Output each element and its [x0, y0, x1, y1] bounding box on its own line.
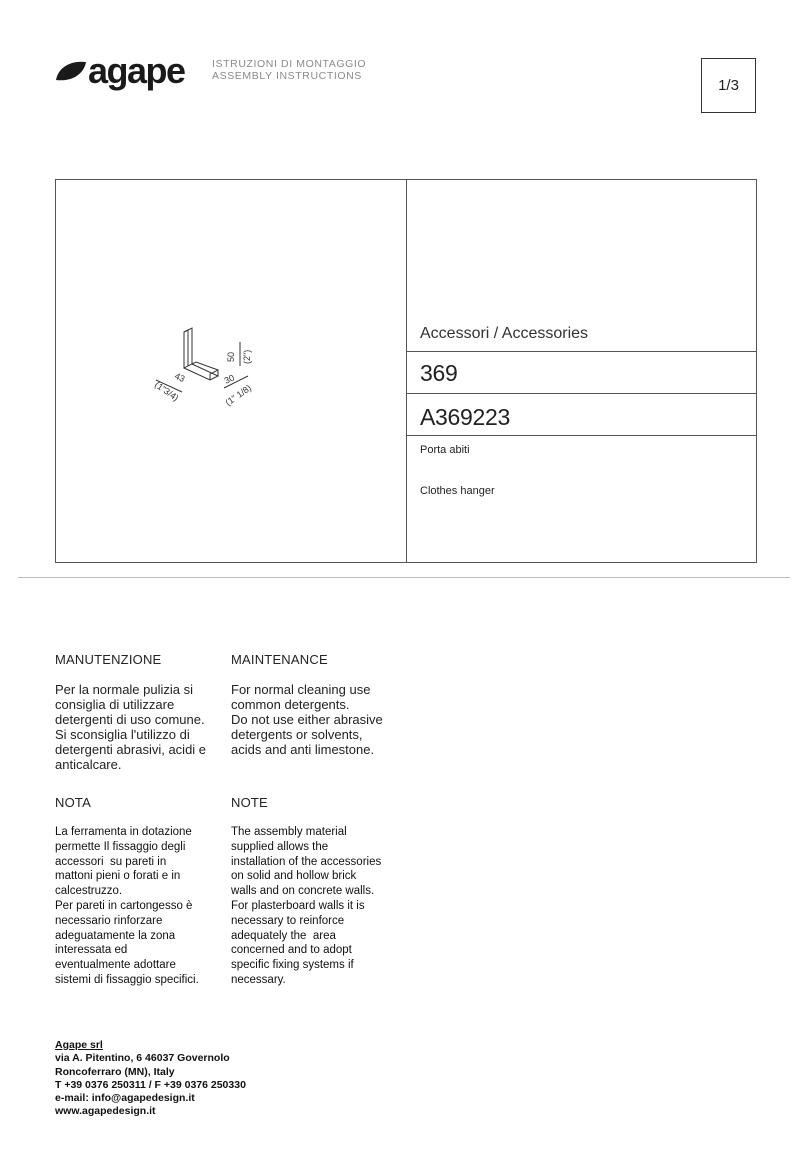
dim-depth: 30	[222, 372, 236, 386]
text-line: sistemi di fissaggio specifici.	[55, 973, 199, 986]
page-number: 1/3	[701, 58, 756, 113]
divider	[406, 351, 757, 352]
note-title-en: NOTE	[231, 795, 268, 810]
text-line: Do not use either abrasive	[231, 712, 383, 727]
text-line: eventualmente adottare	[55, 959, 176, 972]
text-line: acids and anti limestone.	[231, 742, 375, 757]
text-line: interessata ed	[55, 944, 128, 957]
maintenance-title-it: MANUTENZIONE	[55, 652, 162, 667]
dim-width: 43	[173, 370, 187, 385]
text-line: La ferramenta in dotazione	[55, 826, 192, 838]
text-line: necessary to reinforce	[231, 914, 345, 927]
note-title-it: NOTA	[55, 795, 91, 810]
text-line: specific fixing systems if	[231, 959, 354, 972]
text-line: Per pareti in cartongesso è	[55, 899, 193, 912]
company-name: Agape srl	[55, 1039, 103, 1051]
text-line: anticalcare.	[55, 757, 122, 772]
text-line: The assembly material	[231, 826, 347, 838]
dim-height: 50	[226, 351, 236, 362]
text-line: common detergents.	[231, 697, 350, 712]
dim-height-in: (2")	[242, 349, 252, 364]
text-line: adequately the area	[231, 929, 336, 942]
doc-type-it: ISTRUZIONI DI MONTAGGIO	[212, 58, 367, 70]
website-link[interactable]: www.agapedesign.it	[55, 1105, 156, 1118]
doc-type-en: ASSEMBLY INSTRUCTIONS	[212, 70, 362, 82]
leaf-logo-icon	[54, 58, 88, 84]
product-name-it: Porta abiti	[420, 444, 470, 456]
product-category: Accessori / Accessories	[420, 325, 589, 342]
text-line: accessori su pareti in	[55, 855, 167, 868]
text-line: For plasterboard walls it is	[231, 899, 365, 912]
text-line: concerned and to adopt	[231, 944, 352, 957]
text-line: Per la normale pulizia si	[55, 682, 194, 697]
text-line: permette Il fissaggio degli	[55, 840, 186, 853]
clothes-hanger-drawing-icon	[140, 320, 280, 420]
text-line: For normal cleaning use	[231, 682, 371, 697]
text-line: necessario rinforzare	[55, 914, 163, 927]
divider	[406, 435, 757, 436]
section-divider	[18, 577, 790, 578]
text-line: supplied allows the	[231, 840, 329, 853]
email-link[interactable]: e-mail: info@agapedesign.it	[55, 1092, 195, 1105]
text-line: Si sconsiglia l'utilizzo di	[55, 727, 190, 742]
product-drawing	[140, 320, 280, 420]
product-info	[406, 179, 757, 563]
text-line: on solid and hollow brick	[231, 870, 357, 883]
address-line-1: via A. Pitentino, 6 46037 Governolo	[55, 1052, 230, 1065]
note-body-it	[55, 825, 199, 988]
address-line-2: Roncoferraro (MN), Italy	[55, 1065, 175, 1078]
phone-fax: T +39 0376 250311 / F +39 0376 250330	[55, 1078, 246, 1091]
company-footer	[55, 1039, 246, 1119]
document-type	[212, 58, 366, 82]
text-line: detergenti di uso comune.	[55, 712, 205, 727]
text-line: walls and on concrete walls.	[231, 885, 375, 898]
dim-depth-in: (1" 1/8)	[223, 382, 254, 408]
divider	[406, 393, 757, 394]
maintenance-title-en: MAINTENANCE	[231, 652, 328, 667]
brand-name: agape	[88, 50, 185, 91]
text-line: detergenti abrasivi, acidi e	[55, 742, 207, 757]
text-line: detergents or solvents,	[231, 727, 363, 742]
maintenance-body-en	[231, 682, 383, 757]
text-line: consiglia di utilizzare	[55, 697, 175, 712]
product-name-en: Clothes hanger	[420, 485, 495, 497]
brand-logo	[54, 52, 204, 92]
product-code: A369223	[420, 404, 510, 430]
note-body-en	[231, 825, 381, 988]
product-series: 369	[420, 360, 458, 386]
maintenance-body-it	[55, 682, 206, 772]
dim-width-in: (1"3/4)	[152, 379, 181, 403]
text-line: necessary.	[231, 973, 286, 986]
text-line: installation of the accessories	[231, 855, 382, 868]
text-line: mattoni pieni o forati e in	[55, 870, 181, 883]
text-line: calcestruzzo.	[55, 885, 123, 898]
text-line: adeguatamente la zona	[55, 929, 176, 942]
